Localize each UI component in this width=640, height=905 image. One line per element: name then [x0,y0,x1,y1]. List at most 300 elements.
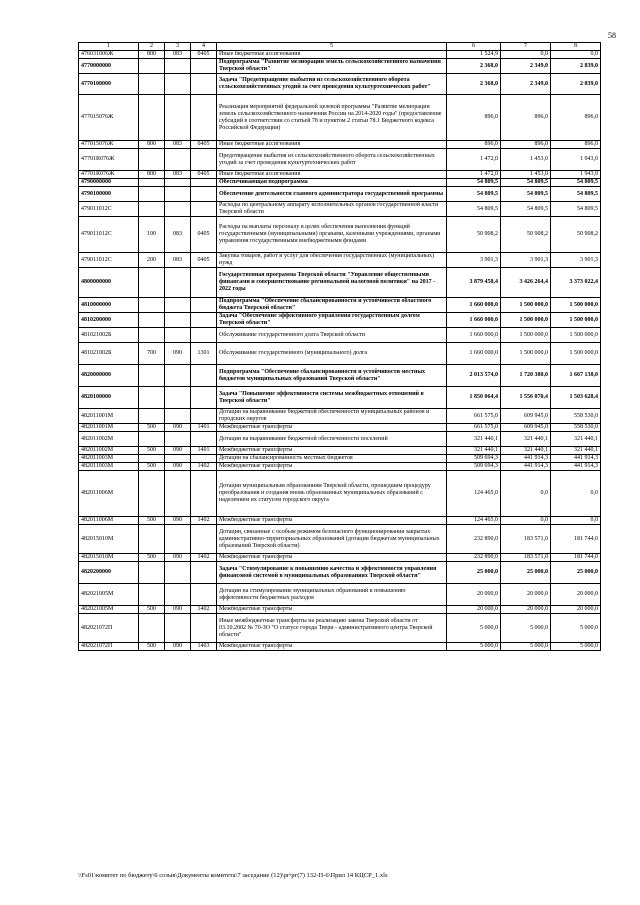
gr-cell [165,387,191,409]
gr-cell: 083 [165,51,191,59]
value-2021-cell: 2 349,0 [501,74,551,95]
table-row [79,298,601,313]
value-2020-cell: 661 575,0 [447,409,501,424]
rzpr-cell: 1403 [191,643,217,651]
vr-cell: 500 [139,463,165,471]
header-cell: 5 [217,43,447,51]
table-row [79,455,601,463]
table-row [79,268,601,298]
value-2021-cell: 1 500 000,0 [501,343,551,365]
name-cell: Иные бюджетные ассигнования [217,171,447,179]
value-2022-cell: 5 000,0 [551,614,601,643]
gr-cell: 090 [165,554,191,562]
value-2022-cell: 1 500 000,0 [551,313,601,328]
name-cell: Иные межбюджетные трансферты на реализацию закона Тверской области от 03.10.2002 № 70-ЗО "О статусе города Твери - административного центра Тверской области" [217,614,447,643]
value-2021-cell: 896,0 [501,95,551,141]
table-row [79,202,601,217]
value-2020-cell: 1 472,0 [447,171,501,179]
name-cell: Обслуживание государственного долга Тверской области [217,328,447,343]
code-cell: 4810200000 [79,313,139,328]
code-cell: 482021072П [79,614,139,643]
gr-cell [165,149,191,171]
vr-cell [139,187,165,202]
gr-cell: 083 [165,253,191,268]
vr-cell [139,455,165,463]
gr-cell: 090 [165,343,191,365]
vr-cell [139,202,165,217]
value-2022-cell: 2 839,0 [551,59,601,74]
name-cell: Межбюджетные трансферты [217,643,447,651]
header-cell: 4 [191,43,217,51]
rzpr-cell [191,95,217,141]
vr-cell [139,614,165,643]
value-2022-cell: 0,0 [551,471,601,517]
value-2020-cell: 321 440,1 [447,447,501,455]
value-2021-cell: 20 000,0 [501,606,551,614]
value-2021-cell: 0,0 [501,471,551,517]
code-cell: 482021005М [79,584,139,606]
value-2021-cell: 1 453,0 [501,149,551,171]
rzpr-cell: 1402 [191,517,217,525]
table-row [79,365,601,387]
vr-cell [139,328,165,343]
value-2020-cell: 1 660 000,0 [447,313,501,328]
table-row [79,313,601,328]
name-cell: Иные бюджетные ассигнования [217,51,447,59]
code-cell: 482011001М [79,424,139,432]
rzpr-cell [191,455,217,463]
value-2022-cell: 0,0 [551,517,601,525]
value-2021-cell: 20 000,0 [501,584,551,606]
gr-cell [165,525,191,554]
rzpr-cell [191,313,217,328]
rzpr-cell: 1402 [191,463,217,471]
gr-cell: 090 [165,643,191,651]
table-row [79,517,601,525]
gr-cell [165,59,191,74]
value-2020-cell: 5 000,0 [447,614,501,643]
value-2021-cell: 1 500 000,0 [501,298,551,313]
value-2021-cell: 1 500 000,0 [501,328,551,343]
value-2021-cell: 5 000,0 [501,614,551,643]
value-2020-cell: 5 000,0 [447,643,501,651]
value-2020-cell: 3 901,3 [447,253,501,268]
value-2022-cell: 896,0 [551,141,601,149]
table-row [79,471,601,517]
value-2020-cell: 232 890,0 [447,525,501,554]
name-cell: Предотвращение выбытия из сельскохозяйственного оборота сельскохозяйственных угодий за счет проведения культуртехнических работ [217,149,447,171]
rzpr-cell: 1402 [191,606,217,614]
table-row [79,253,601,268]
value-2020-cell: 1 472,0 [447,149,501,171]
value-2020-cell: 232 890,0 [447,554,501,562]
gr-cell [165,74,191,95]
value-2020-cell: 2 368,0 [447,74,501,95]
table-row [79,424,601,432]
rzpr-cell [191,614,217,643]
footer-file-path: \\Fs01\комитет по бюджету\6 созыв\Документы комитета\7 заседание (12)\рг\рг(7) 132-П-6\Прил 14 КЦСР_1.xls [78,872,388,879]
gr-cell [165,268,191,298]
vr-cell: 700 [139,343,165,365]
value-2021-cell: 54 809,5 [501,202,551,217]
code-cell: 482011002М [79,432,139,447]
vr-cell [139,59,165,74]
name-cell: Межбюджетные трансферты [217,424,447,432]
table-row [79,179,601,187]
vr-cell [139,471,165,517]
value-2020-cell: 20 000,0 [447,606,501,614]
value-2020-cell: 1 660 000,0 [447,298,501,313]
value-2020-cell: 1 524,9 [447,51,501,59]
rzpr-cell [191,525,217,554]
table-row [79,432,601,447]
code-cell: 482011002М [79,447,139,455]
gr-cell: 090 [165,447,191,455]
value-2021-cell: 183 571,0 [501,554,551,562]
rzpr-cell [191,584,217,606]
value-2020-cell: 50 908,2 [447,217,501,253]
gr-cell [165,584,191,606]
value-2022-cell: 1 503 628,4 [551,387,601,409]
table-row [79,59,601,74]
value-2020-cell: 2 368,0 [447,59,501,74]
table-row [79,525,601,554]
value-2020-cell: 321 440,1 [447,432,501,447]
code-cell: 47701R076Ж [79,149,139,171]
name-cell: Обслуживание государственного (муниципального) долга [217,343,447,365]
value-2020-cell: 2 013 574,0 [447,365,501,387]
name-cell: Межбюджетные трансферты [217,606,447,614]
value-2020-cell: 896,0 [447,95,501,141]
name-cell: Расходы по центральному аппарату исполнительных органов государственной власти Тверской области [217,202,447,217]
gr-cell [165,432,191,447]
value-2021-cell: 25 000,0 [501,562,551,584]
value-2020-cell: 20 000,0 [447,584,501,606]
value-2022-cell: 1 500 000,0 [551,298,601,313]
rzpr-cell [191,187,217,202]
value-2022-cell: 2 839,0 [551,74,601,95]
name-cell: Дотации муниципальным образованиям Тверской области, прошедшим процедуру преобразования и создания вновь образованных муниципальных образований с наделением их статусом городского округа [217,471,447,517]
table-row [79,463,601,471]
table-row [79,584,601,606]
header-cell: 7 [501,43,551,51]
vr-cell [139,387,165,409]
value-2021-cell: 2 349,0 [501,59,551,74]
rzpr-cell [191,149,217,171]
rzpr-cell: 0405 [191,253,217,268]
gr-cell [165,328,191,343]
rzpr-cell: 0405 [191,171,217,179]
gr-cell [165,614,191,643]
code-cell: 4770100000 [79,74,139,95]
gr-cell [165,187,191,202]
name-cell: Дотации на выравнивание бюджетной обеспеченности поселений [217,432,447,447]
value-2021-cell: 5 000,0 [501,643,551,651]
value-2020-cell: 509 694,3 [447,455,501,463]
name-cell: Подпрограмма "Обеспечение сбалансированности и устойчивости областного бюджета Тверской области" [217,298,447,313]
table-row [79,643,601,651]
value-2020-cell: 25 000,0 [447,562,501,584]
value-2021-cell: 50 908,2 [501,217,551,253]
value-2022-cell: 5 000,0 [551,643,601,651]
table-row [79,95,601,141]
vr-cell: 800 [139,141,165,149]
name-cell: Дотации, связанные с особым режимом безопасного функционирования закрытых административно-территориальных образований (дотации бюджетам муниципальных образований Тверской области) [217,525,447,554]
gr-cell [165,95,191,141]
value-2022-cell: 181 744,0 [551,525,601,554]
value-2022-cell: 25 000,0 [551,562,601,584]
vr-cell [139,74,165,95]
name-cell: Расходы на выплаты персоналу в целях обеспечения выполнения функций государственными (муниципальными) органами, казенными учреждениями, органами управления государственными внебюджетными фондами [217,217,447,253]
vr-cell [139,365,165,387]
code-cell: 482011003М [79,455,139,463]
code-cell: 477015076Ж [79,95,139,141]
code-cell: 479011012С [79,217,139,253]
value-2022-cell: 558 530,0 [551,424,601,432]
rzpr-cell: 1401 [191,447,217,455]
table-row [79,614,601,643]
value-2022-cell: 3 373 022,4 [551,268,601,298]
code-cell: 481021002Б [79,343,139,365]
code-cell: 481021002Б [79,328,139,343]
vr-cell [139,313,165,328]
value-2022-cell: 558 530,0 [551,409,601,424]
value-2022-cell: 441 914,3 [551,463,601,471]
value-2021-cell: 1 556 870,4 [501,387,551,409]
table-row [79,187,601,202]
vr-cell: 500 [139,517,165,525]
header-row [79,43,601,51]
gr-cell: 090 [165,463,191,471]
gr-cell: 083 [165,141,191,149]
vr-cell: 500 [139,606,165,614]
code-cell: 482011003М [79,463,139,471]
code-cell: 482021005М [79,606,139,614]
vr-cell [139,432,165,447]
rzpr-cell: 0405 [191,141,217,149]
table-row [79,343,601,365]
value-2020-cell: 54 809,5 [447,202,501,217]
gr-cell: 083 [165,217,191,253]
table-row [79,447,601,455]
table-row [79,409,601,424]
value-2021-cell: 321 440,1 [501,447,551,455]
value-2020-cell: 124 465,0 [447,517,501,525]
vr-cell: 500 [139,554,165,562]
value-2022-cell: 896,0 [551,95,601,141]
header-cell: 1 [79,43,139,51]
vr-cell: 500 [139,447,165,455]
value-2022-cell: 1 500 000,0 [551,343,601,365]
table-row [79,149,601,171]
rzpr-cell [191,202,217,217]
name-cell: Межбюджетные трансферты [217,447,447,455]
rzpr-cell: 0405 [191,217,217,253]
value-2022-cell: 321 440,1 [551,432,601,447]
code-cell: 476031006Ж [79,51,139,59]
name-cell: Обеспечение деятельности главного администратора государственной программы [217,187,447,202]
value-2022-cell: 54 809,5 [551,202,601,217]
budget-table [78,42,601,651]
value-2021-cell: 1 720 380,0 [501,365,551,387]
rzpr-cell [191,562,217,584]
rzpr-cell [191,74,217,95]
vr-cell [139,268,165,298]
table-row [79,554,601,562]
gr-cell: 090 [165,424,191,432]
code-cell: 4820100000 [79,387,139,409]
name-cell: Дотации на сбалансированность местных бюджетов [217,455,447,463]
name-cell: Подпрограмма "Развитие мелиорации земель сельскохозяйственного назначения Тверской области" [217,59,447,74]
gr-cell: 083 [165,171,191,179]
value-2020-cell: 1 660 000,0 [447,343,501,365]
header-cell: 6 [447,43,501,51]
vr-cell [139,409,165,424]
value-2022-cell: 50 908,2 [551,217,601,253]
value-2021-cell: 3 901,3 [501,253,551,268]
vr-cell [139,525,165,554]
gr-cell [165,471,191,517]
gr-cell [165,409,191,424]
name-cell: Задача "Предотвращение выбытия из сельскохозяйственного оборота сельскохозяйственных угодий за счет проведения культуртехнических работ" [217,74,447,95]
table-row [79,171,601,179]
code-cell: 479011012С [79,253,139,268]
name-cell: Государственная программа Тверской области "Управление общественными финансами и совершенствование региональной налоговой политики" на 2017 - 2022 годы [217,268,447,298]
rzpr-cell: 0405 [191,51,217,59]
gr-cell [165,179,191,187]
name-cell: Межбюджетные трансферты [217,554,447,562]
value-2020-cell: 896,0 [447,141,501,149]
vr-cell: 200 [139,253,165,268]
value-2021-cell: 54 809,5 [501,187,551,202]
value-2022-cell: 321 440,1 [551,447,601,455]
value-2022-cell: 1 500 000,0 [551,328,601,343]
rzpr-cell [191,432,217,447]
rzpr-cell [191,328,217,343]
value-2021-cell: 183 571,0 [501,525,551,554]
gr-cell [165,365,191,387]
name-cell: Дотации на выравнивание бюджетной обеспеченности муниципальных районов и городских округов [217,409,447,424]
code-cell: 482021072П [79,643,139,651]
name-cell: Иные бюджетные ассигнования [217,141,447,149]
value-2022-cell: 1 667 138,0 [551,365,601,387]
gr-cell: 090 [165,517,191,525]
rzpr-cell [191,179,217,187]
name-cell: Подпрограмма "Обеспечение сбалансированности и устойчивости местных бюджетов муниципальных образований Тверской области" [217,365,447,387]
value-2020-cell: 54 809,5 [447,187,501,202]
rzpr-cell [191,409,217,424]
value-2022-cell: 20 000,0 [551,584,601,606]
name-cell: Межбюджетные трансферты [217,463,447,471]
vr-cell [139,95,165,141]
table-row [79,74,601,95]
gr-cell [165,298,191,313]
code-cell: 482011001М [79,409,139,424]
header-cell: 8 [551,43,601,51]
table-row [79,328,601,343]
value-2021-cell: 896,0 [501,141,551,149]
value-2022-cell: 20 000,0 [551,606,601,614]
vr-cell [139,584,165,606]
value-2022-cell: 54 809,5 [551,179,601,187]
vr-cell [139,562,165,584]
value-2021-cell: 0,0 [501,517,551,525]
gr-cell: 090 [165,606,191,614]
code-cell: 482011006М [79,471,139,517]
value-2021-cell: 609 945,0 [501,424,551,432]
code-cell: 482015010М [79,554,139,562]
table-row [79,51,601,59]
value-2022-cell: 3 901,3 [551,253,601,268]
value-2021-cell: 1 500 000,0 [501,313,551,328]
code-cell: 4770000000 [79,59,139,74]
code-cell: 4800000000 [79,268,139,298]
rzpr-cell: 1402 [191,554,217,562]
vr-cell [139,179,165,187]
value-2020-cell: 1 850 064,4 [447,387,501,409]
value-2021-cell: 609 945,0 [501,409,551,424]
vr-cell: 500 [139,643,165,651]
code-cell: 477015076Ж [79,141,139,149]
code-cell: 482015010М [79,525,139,554]
value-2022-cell: 1 943,0 [551,149,601,171]
value-2022-cell: 1 943,0 [551,171,601,179]
code-cell: 4790000000 [79,179,139,187]
name-cell: Дотации на стимулирование муниципальных образований к повышению эффективности бюджетных расходов [217,584,447,606]
rzpr-cell: 1301 [191,343,217,365]
value-2020-cell: 54 809,5 [447,179,501,187]
vr-cell [139,149,165,171]
value-2022-cell: 54 809,5 [551,187,601,202]
vr-cell: 800 [139,171,165,179]
code-cell: 47701R076Ж [79,171,139,179]
gr-cell [165,562,191,584]
value-2021-cell: 3 426 264,4 [501,268,551,298]
table-row [79,141,601,149]
vr-cell: 500 [139,424,165,432]
vr-cell: 800 [139,51,165,59]
gr-cell [165,313,191,328]
rzpr-cell [191,387,217,409]
table-row [79,562,601,584]
value-2020-cell: 3 879 458,4 [447,268,501,298]
value-2021-cell: 441 914,3 [501,455,551,463]
value-2020-cell: 124 465,0 [447,471,501,517]
name-cell: Задача "Повышение эффективности системы межбюджетных отношений в Тверской области" [217,387,447,409]
value-2021-cell: 321 440,1 [501,432,551,447]
value-2021-cell: 1 453,0 [501,171,551,179]
value-2021-cell: 54 809,5 [501,179,551,187]
value-2022-cell: 441 914,3 [551,455,601,463]
value-2021-cell: 0,0 [501,51,551,59]
value-2022-cell: 181 744,0 [551,554,601,562]
value-2021-cell: 441 914,3 [501,463,551,471]
name-cell: Межбюджетные трансферты [217,517,447,525]
name-cell: Обеспечивающая подпрограмма [217,179,447,187]
code-cell: 4820200000 [79,562,139,584]
gr-cell [165,202,191,217]
table-row [79,387,601,409]
code-cell: 482011006М [79,517,139,525]
gr-cell [165,455,191,463]
code-cell: 4820000000 [79,365,139,387]
rzpr-cell [191,59,217,74]
rzpr-cell [191,471,217,517]
name-cell: Закупка товаров, работ и услуг для обеспечения государственных (муниципальных) нужд [217,253,447,268]
name-cell: Задача "Обеспечение эффективного управления государственным долгом Тверской области" [217,313,447,328]
vr-cell: 100 [139,217,165,253]
code-cell: 4790100000 [79,187,139,202]
